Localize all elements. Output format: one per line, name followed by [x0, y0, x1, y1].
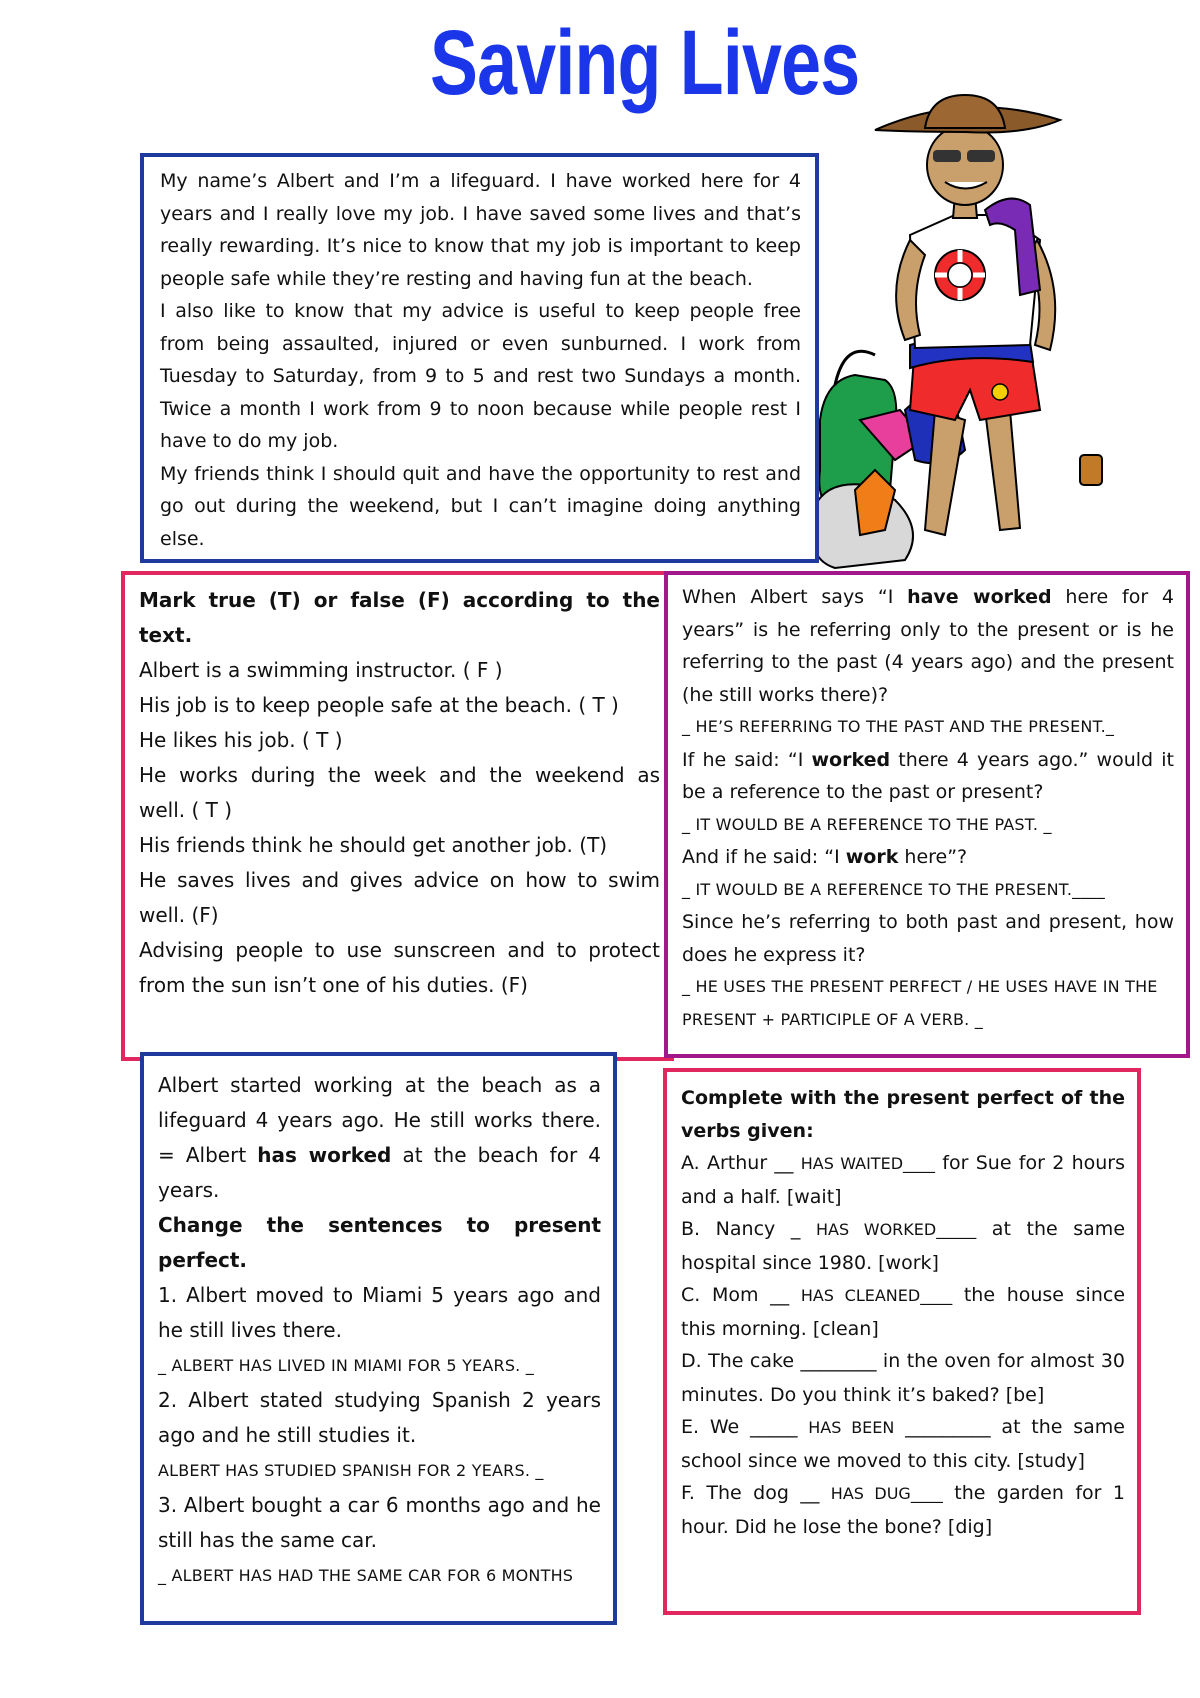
complete-answer: HAS CLEANED____: [800, 1286, 953, 1305]
question-4: Since he’s referring to both past and present, how does he express it?: [682, 911, 1174, 966]
change-answer: _ ALBERT HAS HAD THE SAME CAR FOR 6 MONTHS: [158, 1566, 574, 1585]
true-false-item: He likes his job. ( T ): [139, 728, 343, 752]
question-3: And if he said: “I work here”?: [682, 846, 968, 868]
true-false-item: His friends think he should get another job. (T): [139, 833, 608, 857]
story-paragraph: I also like to know that my advice is useful to keep people free from being assaulted, injured or even sunburned. I work from Tuesday to Saturday, from 9 to 5 and rest two Sundays a month. Twice a month I work from 9 to noon because while people rest I have to do my job.: [160, 300, 801, 452]
true-false-item: Advising people to use sunscreen and to protect from the sun isn’t one of his duties. (F): [139, 938, 660, 997]
complete-answer: HAS DUG____: [830, 1484, 943, 1503]
complete-answer: HAS BEEN: [808, 1418, 895, 1437]
true-false-box: [121, 571, 674, 1061]
complete-item: F. The dog __ HAS DUG____ the garden for 1 hour. Did he lose the bone? [dig]: [681, 1482, 1125, 1538]
complete-answer: HAS WAITED____: [800, 1154, 936, 1173]
true-false-item: Albert is a swimming instructor. ( F ): [139, 658, 503, 682]
change-question: 2. Albert stated studying Spanish 2 years ago and he still studies it.: [158, 1388, 601, 1447]
complete-item: B. Nancy _ HAS WORKED_____ at the same hospital since 1980. [work]: [681, 1218, 1126, 1274]
answer-2: _ IT WOULD BE A REFERENCE TO THE PAST. _: [682, 814, 1052, 834]
true-false-item: He saves lives and gives advice on how to swim well. (F): [139, 868, 660, 927]
change-answer: ALBERT HAS STUDIED SPANISH FOR 2 YEARS. _: [158, 1461, 544, 1480]
change-answer: _ ALBERT HAS LIVED IN MIAMI FOR 5 YEARS. _: [158, 1356, 534, 1375]
change-sentences-box: [140, 1052, 617, 1625]
lifeguard-illustration: [815, 90, 1135, 570]
change-question: 1. Albert moved to Miami 5 years ago and he still lives there.: [158, 1283, 601, 1342]
answer-1: _ HE’S REFERRING TO THE PAST AND THE PRESENT._: [682, 717, 1115, 736]
complete-item: A. Arthur __ HAS WAITED____ for Sue for 2 hours and a half. [wait]: [681, 1152, 1126, 1208]
story-paragraph: My friends think I should quit and have the opportunity to rest and go out during the weekend, but I can’t imagine doing anything else.: [160, 462, 801, 550]
complete-answer: HAS WORKED_____: [815, 1220, 977, 1239]
answer-4: _ HE USES THE PRESENT PERFECT / HE USES HAVE IN THE PRESENT + PARTICIPLE OF A VERB. _: [682, 977, 1158, 1029]
story-box: [140, 153, 819, 563]
true-false-heading: Mark true (T) or false (F) according to the text.: [139, 588, 660, 647]
complete-box: [663, 1068, 1141, 1615]
complete-item: D. The cake ________ in the oven for almost 30 minutes. Do you think it’s baked? [be]: [681, 1350, 1126, 1406]
change-intro: Albert started working at the beach as a lifeguard 4 years ago. He still works there. = Albert has worked at the beach for 4 years.: [158, 1073, 602, 1202]
change-question: 3. Albert bought a car 6 months ago and he still has the same car.: [158, 1493, 601, 1552]
complete-item: E. We _____ HAS BEEN _________ at the same school since we moved to this city. [study]: [681, 1416, 1125, 1472]
question-2: If he said: “I worked there 4 years ago.” would it be a reference to the past or present?: [682, 748, 1174, 803]
question-1: When Albert says “I have worked here for 4 years” is he referring only to the present or is he referring to the past (4 years ago) and the present (he still works there)?: [682, 586, 1174, 706]
complete-item: C. Mom __ HAS CLEANED____ the house since this morning. [clean]: [681, 1284, 1126, 1340]
story-paragraph: My name’s Albert and I’m a lifeguard. I have worked here for 4 years and I really love my job. I have saved some lives and that’s really rewarding. It’s nice to know that my job is important to keep people safe while they’re resting and having fun at the beach.: [160, 170, 801, 290]
grammar-questions-box: [664, 571, 1190, 1058]
complete-heading: Complete with the present perfect of the verbs given:: [681, 1087, 1125, 1142]
true-false-item: He works during the week and the weekend as well. ( T ): [139, 763, 660, 822]
change-heading: Change the sentences to present perfect.: [158, 1213, 601, 1272]
true-false-item: His job is to keep people safe at the beach. ( T ): [139, 693, 619, 717]
answer-3: _ IT WOULD BE A REFERENCE TO THE PRESENT.____: [682, 879, 1105, 899]
page-title: Saving Lives: [430, 12, 860, 114]
